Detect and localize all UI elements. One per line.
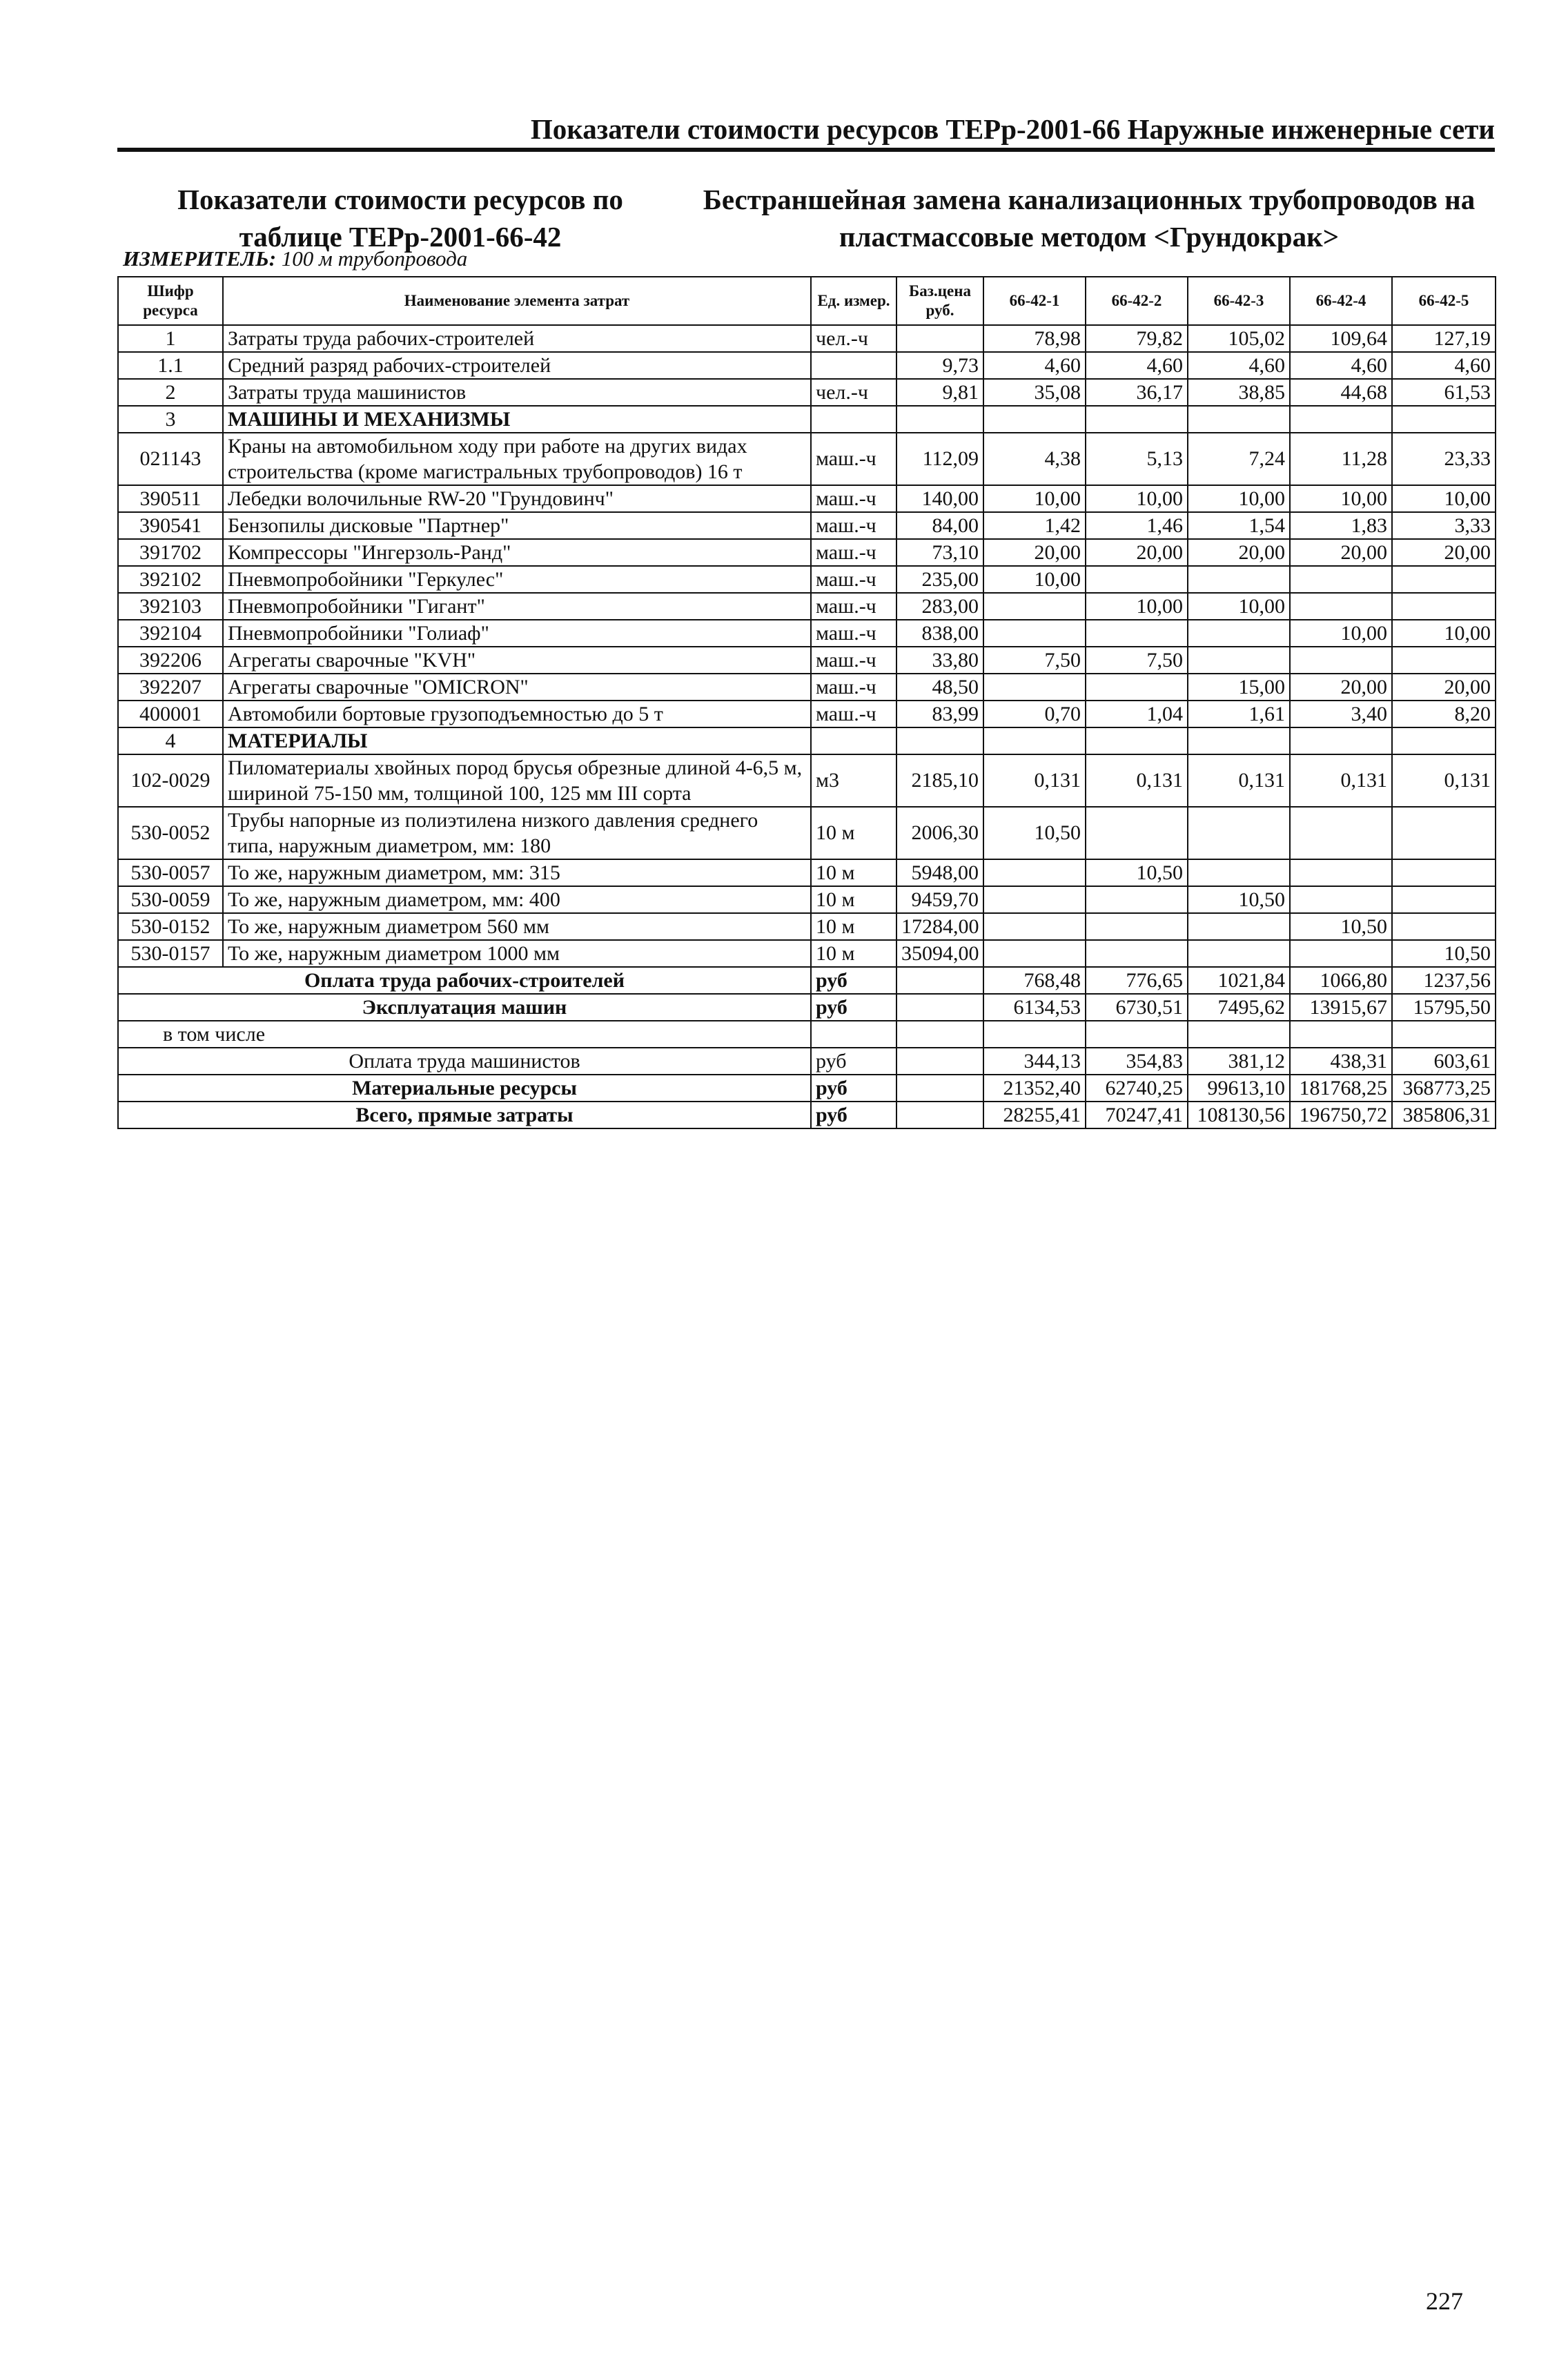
cost-element-name: Пневмопробойники "Геркулес" — [223, 566, 811, 593]
value-66-42-2 — [1086, 674, 1188, 701]
table-row — [118, 754, 1496, 807]
summary-label: Оплата труда рабочих-строителей — [118, 967, 811, 994]
value-66-42-3: 99613,10 — [1188, 1075, 1290, 1102]
value-66-42-5 — [1392, 727, 1496, 754]
value-66-42-5 — [1392, 859, 1496, 886]
value-66-42-3 — [1188, 859, 1290, 886]
running-header: Показатели стоимости ресурсов ТЕРр-2001-66 Наружные инженерные сети — [530, 113, 1495, 145]
summary-price — [896, 1048, 983, 1075]
value-66-42-5 — [1392, 406, 1496, 433]
value-66-42-5: 4,60 — [1392, 352, 1496, 379]
value-66-42-2: 4,60 — [1086, 352, 1188, 379]
value-66-42-5: 10,00 — [1392, 485, 1496, 512]
table-header-row — [118, 277, 1496, 325]
value-66-42-4 — [1290, 406, 1392, 433]
header-rule — [117, 148, 1495, 152]
base-price: 48,50 — [896, 674, 983, 701]
value-66-42-4: 0,131 — [1290, 754, 1392, 807]
unit-of-measure: 10 м — [811, 940, 896, 967]
column-header: Шифр ресурса — [118, 277, 223, 325]
value-66-42-5: 10,50 — [1392, 940, 1496, 967]
value-66-42-5 — [1392, 913, 1496, 940]
value-66-42-5: 10,00 — [1392, 620, 1496, 647]
value-66-42-1 — [983, 859, 1086, 886]
cost-element-name: То же, наружным диаметром, мм: 400 — [223, 886, 811, 913]
value-66-42-1: 4,38 — [983, 433, 1086, 485]
value-66-42-5: 3,33 — [1392, 512, 1496, 539]
value-66-42-1: 20,00 — [983, 539, 1086, 566]
value-66-42-3: 1,54 — [1188, 512, 1290, 539]
unit-of-measure: маш.-ч — [811, 674, 896, 701]
value-66-42-1: 0,70 — [983, 701, 1086, 727]
value-66-42-4: 4,60 — [1290, 352, 1392, 379]
value-66-42-1: 21352,40 — [983, 1075, 1086, 1102]
value-66-42-3: 38,85 — [1188, 379, 1290, 406]
value-66-42-2: 5,13 — [1086, 433, 1188, 485]
unit-of-measure: маш.-ч — [811, 433, 896, 485]
cost-element-name: Агрегаты сварочные "OMICRON" — [223, 674, 811, 701]
table-row — [118, 940, 1496, 967]
work-description-line-2: пластмассовые методом <Грундокрак> — [839, 221, 1340, 253]
resource-code: 390541 — [118, 512, 223, 539]
cost-element-name: Краны на автомобильном ходу при работе на других видах строительства (кроме магистральных трубопроводов) 16 т — [223, 433, 811, 485]
value-66-42-3: 10,50 — [1188, 886, 1290, 913]
resource-code: 530-0052 — [118, 807, 223, 859]
value-66-42-4: 1066,80 — [1290, 967, 1392, 994]
resource-code: 530-0152 — [118, 913, 223, 940]
resource-code: 392102 — [118, 566, 223, 593]
value-66-42-1: 10,00 — [983, 566, 1086, 593]
resource-code: 102-0029 — [118, 754, 223, 807]
value-66-42-4: 438,31 — [1290, 1048, 1392, 1075]
value-66-42-4: 20,00 — [1290, 539, 1392, 566]
resource-code: 2 — [118, 379, 223, 406]
table-row — [118, 701, 1496, 727]
table-row — [118, 566, 1496, 593]
value-66-42-1: 6134,53 — [983, 994, 1086, 1021]
page-number: 227 — [1426, 2287, 1463, 2315]
value-66-42-2 — [1086, 566, 1188, 593]
value-66-42-2: 10,00 — [1086, 593, 1188, 620]
value-66-42-5 — [1392, 593, 1496, 620]
value-66-42-4: 10,50 — [1290, 913, 1392, 940]
unit-of-measure: 10 м — [811, 807, 896, 859]
value-66-42-2: 10,50 — [1086, 859, 1188, 886]
table-row — [118, 379, 1496, 406]
value-66-42-4 — [1290, 593, 1392, 620]
base-price: 5948,00 — [896, 859, 983, 886]
summary-unit: руб — [811, 1048, 896, 1075]
value-66-42-2: 354,83 — [1086, 1048, 1188, 1075]
value-66-42-5 — [1392, 647, 1496, 674]
section-row — [118, 727, 1496, 754]
summary-unit: руб — [811, 1075, 896, 1102]
base-price: 33,80 — [896, 647, 983, 674]
unit-of-measure: маш.-ч — [811, 512, 896, 539]
value-66-42-1 — [983, 620, 1086, 647]
value-66-42-4 — [1290, 859, 1392, 886]
value-66-42-2: 36,17 — [1086, 379, 1188, 406]
cost-element-name: МАШИНЫ И МЕХАНИЗМЫ — [223, 406, 811, 433]
value-66-42-5: 603,61 — [1392, 1048, 1496, 1075]
value-66-42-1: 344,13 — [983, 1048, 1086, 1075]
table-row — [118, 913, 1496, 940]
table-row — [118, 674, 1496, 701]
value-66-42-3 — [1188, 406, 1290, 433]
value-66-42-1 — [983, 593, 1086, 620]
unit-of-measure: м3 — [811, 754, 896, 807]
unit-of-measure — [811, 727, 896, 754]
value-66-42-1: 10,00 — [983, 485, 1086, 512]
base-price — [896, 406, 983, 433]
cost-element-name: То же, наружным диаметром 1000 мм — [223, 940, 811, 967]
value-66-42-4: 10,00 — [1290, 485, 1392, 512]
summary-unit: руб — [811, 967, 896, 994]
resource-code: 392207 — [118, 674, 223, 701]
cost-element-name: Средний разряд рабочих-строителей — [223, 352, 811, 379]
summary-label: в том числе — [118, 1021, 811, 1048]
unit-of-measure: маш.-ч — [811, 593, 896, 620]
base-price: 84,00 — [896, 512, 983, 539]
value-66-42-5: 385806,31 — [1392, 1102, 1496, 1128]
unit-of-measure: 10 м — [811, 886, 896, 913]
value-66-42-1: 4,60 — [983, 352, 1086, 379]
value-66-42-1: 28255,41 — [983, 1102, 1086, 1128]
value-66-42-1: 7,50 — [983, 647, 1086, 674]
column-header: Наименование элемента затрат — [223, 277, 811, 325]
value-66-42-3 — [1188, 647, 1290, 674]
resource-cost-table — [117, 276, 1496, 1129]
resource-code: 1.1 — [118, 352, 223, 379]
base-price: 235,00 — [896, 566, 983, 593]
column-header: Ед. измер. — [811, 277, 896, 325]
value-66-42-1 — [983, 1021, 1086, 1048]
value-66-42-5: 0,131 — [1392, 754, 1496, 807]
value-66-42-2 — [1086, 940, 1188, 967]
value-66-42-4 — [1290, 727, 1392, 754]
value-66-42-2 — [1086, 727, 1188, 754]
summary-price — [896, 1102, 983, 1128]
summary-price — [896, 1021, 983, 1048]
cost-element-name: Пневмопробойники "Голиаф" — [223, 620, 811, 647]
value-66-42-3 — [1188, 620, 1290, 647]
summary-row — [118, 994, 1496, 1021]
measurement-unit-line — [123, 245, 467, 273]
base-price: 2006,30 — [896, 807, 983, 859]
table-row — [118, 647, 1496, 674]
summary-price — [896, 994, 983, 1021]
value-66-42-4: 181768,25 — [1290, 1075, 1392, 1102]
summary-unit: руб — [811, 994, 896, 1021]
value-66-42-5 — [1392, 566, 1496, 593]
section-row — [118, 406, 1496, 433]
unit-of-measure: маш.-ч — [811, 539, 896, 566]
value-66-42-2: 6730,51 — [1086, 994, 1188, 1021]
base-price: 17284,00 — [896, 913, 983, 940]
unit-of-measure — [811, 352, 896, 379]
summary-price — [896, 1075, 983, 1102]
value-66-42-2 — [1086, 913, 1188, 940]
value-66-42-5: 8,20 — [1392, 701, 1496, 727]
value-66-42-5: 368773,25 — [1392, 1075, 1496, 1102]
table-row — [118, 485, 1496, 512]
base-price: 73,10 — [896, 539, 983, 566]
value-66-42-4: 20,00 — [1290, 674, 1392, 701]
table-row — [118, 859, 1496, 886]
unit-of-measure: маш.-ч — [811, 701, 896, 727]
value-66-42-1: 35,08 — [983, 379, 1086, 406]
value-66-42-3 — [1188, 913, 1290, 940]
resource-code: 390511 — [118, 485, 223, 512]
value-66-42-1 — [983, 940, 1086, 967]
value-66-42-5: 1237,56 — [1392, 967, 1496, 994]
unit-of-measure: чел.-ч — [811, 325, 896, 352]
value-66-42-3: 108130,56 — [1188, 1102, 1290, 1128]
value-66-42-2 — [1086, 807, 1188, 859]
resource-code: 4 — [118, 727, 223, 754]
value-66-42-3: 15,00 — [1188, 674, 1290, 701]
resource-code: 530-0057 — [118, 859, 223, 886]
summary-label: Материальные ресурсы — [118, 1075, 811, 1102]
value-66-42-4 — [1290, 940, 1392, 967]
base-price: 112,09 — [896, 433, 983, 485]
value-66-42-4: 11,28 — [1290, 433, 1392, 485]
value-66-42-1: 768,48 — [983, 967, 1086, 994]
base-price: 35094,00 — [896, 940, 983, 967]
value-66-42-5: 61,53 — [1392, 379, 1496, 406]
column-header: Баз.цена руб. — [896, 277, 983, 325]
value-66-42-2 — [1086, 886, 1188, 913]
value-66-42-3: 4,60 — [1188, 352, 1290, 379]
cost-element-name: Лебедки волочильные RW-20 "Грундовинч" — [223, 485, 811, 512]
resource-code: 392104 — [118, 620, 223, 647]
column-header: 66-42-1 — [983, 277, 1086, 325]
column-header: 66-42-4 — [1290, 277, 1392, 325]
value-66-42-3: 20,00 — [1188, 539, 1290, 566]
table-reference-title — [117, 181, 683, 255]
table-reference-line-2: таблице ТЕРр-2001-66-42 — [239, 221, 562, 253]
column-header: 66-42-2 — [1086, 277, 1188, 325]
cost-element-name: То же, наружным диаметром, мм: 315 — [223, 859, 811, 886]
unit-of-measure: чел.-ч — [811, 379, 896, 406]
value-66-42-1 — [983, 727, 1086, 754]
value-66-42-3: 1,61 — [1188, 701, 1290, 727]
base-price: 9,73 — [896, 352, 983, 379]
resource-code: 392206 — [118, 647, 223, 674]
summary-row — [118, 1021, 1496, 1048]
resource-code: 021143 — [118, 433, 223, 485]
summary-row — [118, 1048, 1496, 1075]
value-66-42-2: 1,46 — [1086, 512, 1188, 539]
cost-element-name: Затраты труда рабочих-строителей — [223, 325, 811, 352]
value-66-42-5 — [1392, 886, 1496, 913]
resource-code: 392103 — [118, 593, 223, 620]
value-66-42-1 — [983, 886, 1086, 913]
value-66-42-4: 13915,67 — [1290, 994, 1392, 1021]
table-row — [118, 433, 1496, 485]
value-66-42-5 — [1392, 1021, 1496, 1048]
summary-label: Эксплуатация машин — [118, 994, 811, 1021]
work-description-line-1: Бестраншейная замена канализационных трубопроводов на — [703, 184, 1476, 215]
table-row — [118, 620, 1496, 647]
value-66-42-2: 70247,41 — [1086, 1102, 1188, 1128]
value-66-42-4 — [1290, 886, 1392, 913]
value-66-42-3: 10,00 — [1188, 593, 1290, 620]
table-row — [118, 593, 1496, 620]
resource-code: 1 — [118, 325, 223, 352]
value-66-42-3 — [1188, 807, 1290, 859]
value-66-42-4 — [1290, 1021, 1392, 1048]
summary-price — [896, 967, 983, 994]
value-66-42-3: 381,12 — [1188, 1048, 1290, 1075]
value-66-42-4 — [1290, 647, 1392, 674]
resource-code: 3 — [118, 406, 223, 433]
value-66-42-3 — [1188, 727, 1290, 754]
table-row — [118, 539, 1496, 566]
base-price: 9,81 — [896, 379, 983, 406]
value-66-42-2 — [1086, 620, 1188, 647]
value-66-42-2: 7,50 — [1086, 647, 1188, 674]
value-66-42-3: 7495,62 — [1188, 994, 1290, 1021]
value-66-42-1: 10,50 — [983, 807, 1086, 859]
base-price: 140,00 — [896, 485, 983, 512]
base-price — [896, 325, 983, 352]
cost-element-name: Пневмопробойники "Гигант" — [223, 593, 811, 620]
value-66-42-4: 10,00 — [1290, 620, 1392, 647]
value-66-42-1: 0,131 — [983, 754, 1086, 807]
base-price: 838,00 — [896, 620, 983, 647]
value-66-42-4: 3,40 — [1290, 701, 1392, 727]
value-66-42-2: 0,131 — [1086, 754, 1188, 807]
measurement-unit-label: ИЗМЕРИТЕЛЬ: — [123, 246, 277, 271]
cost-element-name: Пиломатериалы хвойных пород брусья обрезные длиной 4-6,5 м, шириной 75-150 мм, толщиной 100, 125 мм III сорта — [223, 754, 811, 807]
table-row — [118, 512, 1496, 539]
unit-of-measure: маш.-ч — [811, 485, 896, 512]
unit-of-measure — [811, 406, 896, 433]
table-row — [118, 352, 1496, 379]
table-reference-line-1: Показатели стоимости ресурсов по — [177, 184, 623, 215]
base-price — [896, 727, 983, 754]
value-66-42-1: 1,42 — [983, 512, 1086, 539]
summary-label: Всего, прямые затраты — [118, 1102, 811, 1128]
summary-unit: руб — [811, 1102, 896, 1128]
unit-of-measure: маш.-ч — [811, 566, 896, 593]
summary-row — [118, 967, 1496, 994]
value-66-42-5: 15795,50 — [1392, 994, 1496, 1021]
value-66-42-2: 10,00 — [1086, 485, 1188, 512]
resource-code: 530-0157 — [118, 940, 223, 967]
value-66-42-4 — [1290, 566, 1392, 593]
value-66-42-5: 23,33 — [1392, 433, 1496, 485]
value-66-42-2: 776,65 — [1086, 967, 1188, 994]
summary-label: Оплата труда машинистов — [118, 1048, 811, 1075]
value-66-42-5 — [1392, 807, 1496, 859]
value-66-42-3 — [1188, 1021, 1290, 1048]
value-66-42-3 — [1188, 566, 1290, 593]
base-price: 9459,70 — [896, 886, 983, 913]
summary-row — [118, 1075, 1496, 1102]
cost-element-name: Компрессоры "Ингерзоль-Ранд" — [223, 539, 811, 566]
value-66-42-3: 10,00 — [1188, 485, 1290, 512]
measurement-unit-value: 100 м трубопровода — [281, 246, 468, 271]
cost-element-name: Затраты труда машинистов — [223, 379, 811, 406]
resource-code: 400001 — [118, 701, 223, 727]
column-header: 66-42-5 — [1392, 277, 1496, 325]
value-66-42-1: 78,98 — [983, 325, 1086, 352]
value-66-42-1 — [983, 406, 1086, 433]
resource-code: 530-0059 — [118, 886, 223, 913]
value-66-42-2: 1,04 — [1086, 701, 1188, 727]
value-66-42-4: 109,64 — [1290, 325, 1392, 352]
unit-of-measure: маш.-ч — [811, 620, 896, 647]
summary-row — [118, 1102, 1496, 1128]
value-66-42-3: 7,24 — [1188, 433, 1290, 485]
column-header: 66-42-3 — [1188, 277, 1290, 325]
cost-element-name: То же, наружным диаметром 560 мм — [223, 913, 811, 940]
base-price: 283,00 — [896, 593, 983, 620]
table-row — [118, 325, 1496, 352]
value-66-42-4 — [1290, 807, 1392, 859]
value-66-42-1 — [983, 913, 1086, 940]
summary-unit — [811, 1021, 896, 1048]
unit-of-measure: 10 м — [811, 859, 896, 886]
value-66-42-2: 20,00 — [1086, 539, 1188, 566]
cost-element-name: Бензопилы дисковые "Партнер" — [223, 512, 811, 539]
table-row — [118, 807, 1496, 859]
value-66-42-5: 20,00 — [1392, 539, 1496, 566]
value-66-42-3 — [1188, 940, 1290, 967]
unit-of-measure: маш.-ч — [811, 647, 896, 674]
cost-element-name: МАТЕРИАЛЫ — [223, 727, 811, 754]
value-66-42-4: 44,68 — [1290, 379, 1392, 406]
value-66-42-2: 62740,25 — [1086, 1075, 1188, 1102]
resource-code: 391702 — [118, 539, 223, 566]
unit-of-measure: 10 м — [811, 913, 896, 940]
value-66-42-1 — [983, 674, 1086, 701]
value-66-42-2 — [1086, 406, 1188, 433]
cost-element-name: Трубы напорные из полиэтилена низкого давления среднего типа, наружным диаметром, мм: 180 — [223, 807, 811, 859]
value-66-42-3: 105,02 — [1188, 325, 1290, 352]
work-description-title — [683, 181, 1495, 255]
value-66-42-4: 196750,72 — [1290, 1102, 1392, 1128]
value-66-42-3: 0,131 — [1188, 754, 1290, 807]
value-66-42-5: 20,00 — [1392, 674, 1496, 701]
cost-element-name: Автомобили бортовые грузоподъемностью до 5 т — [223, 701, 811, 727]
value-66-42-2 — [1086, 1021, 1188, 1048]
value-66-42-4: 1,83 — [1290, 512, 1392, 539]
base-price: 83,99 — [896, 701, 983, 727]
value-66-42-2: 79,82 — [1086, 325, 1188, 352]
table-row — [118, 886, 1496, 913]
value-66-42-5: 127,19 — [1392, 325, 1496, 352]
base-price: 2185,10 — [896, 754, 983, 807]
cost-element-name: Агрегаты сварочные "KVH" — [223, 647, 811, 674]
value-66-42-3: 1021,84 — [1188, 967, 1290, 994]
